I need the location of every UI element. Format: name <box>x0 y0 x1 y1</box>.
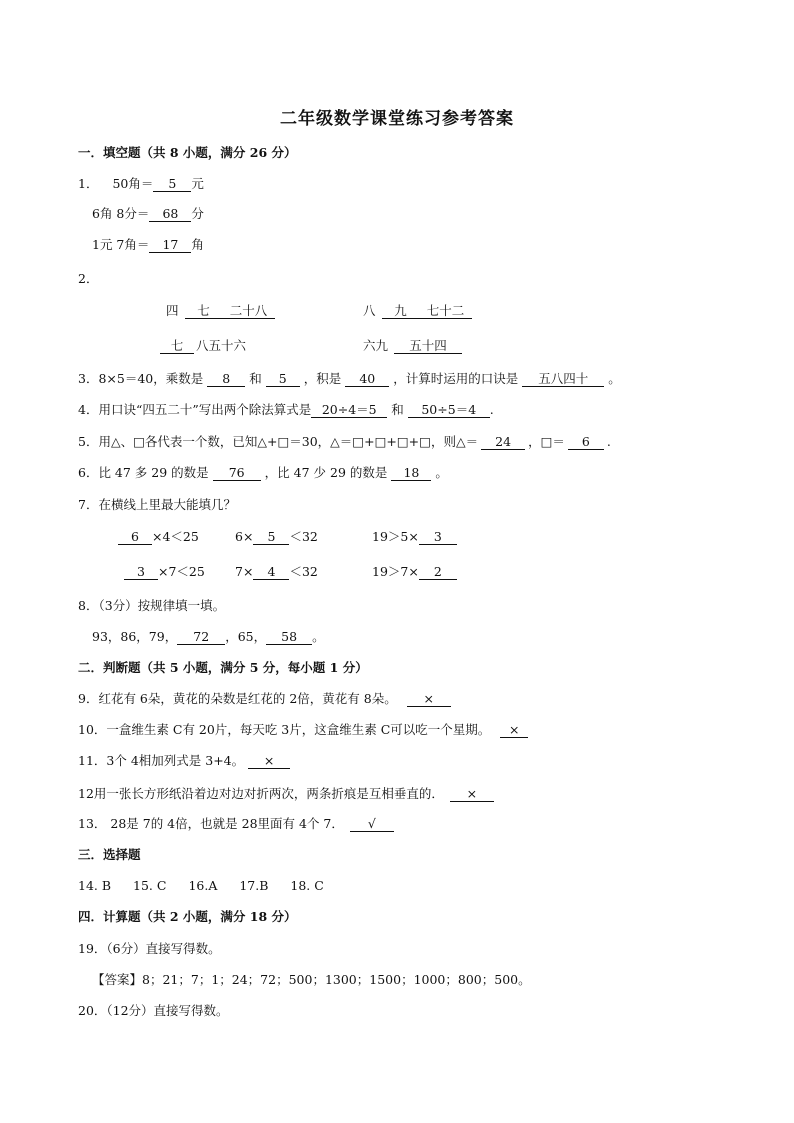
answer-blank: 58 <box>266 629 312 645</box>
answer-label: 【答案】 <box>92 972 143 987</box>
question-19: 19．（6分）直接写得数。 <box>78 941 221 956</box>
question-9: 9．红花有 6朵，黄花的朵数是红花的 2倍，黄花有 8朵。 × <box>78 690 451 708</box>
answer-blank: 6 <box>568 434 604 450</box>
question-7-r2b: 7× 4 ＜32 <box>235 564 318 579</box>
question-7-r1c: 19＞5× 3 <box>372 528 457 546</box>
question-8-sequence: 93，86，79， 72 ，65， 58 。 <box>92 629 325 644</box>
question-1a: 1． 50角＝ 5 元 <box>78 176 204 191</box>
answer-blank: 18 <box>391 465 431 481</box>
answer-blank: 40 <box>345 371 389 387</box>
question-5: 5．用△、□各代表一个数，已知△+□＝30，△＝□+□+□+□，则△＝ 24 ，□＝ 6 . <box>78 434 611 449</box>
question-10: 10．一盒维生素 C有 20片，每天吃 3片，这盒维生素 C可以吃一个星期。 × <box>78 721 528 739</box>
question-7-r1b: 6× 5 ＜32 <box>235 529 318 544</box>
answer-blank: 6 <box>118 529 152 545</box>
answer-blank: 五八四十 <box>522 371 604 387</box>
answer-blank: 24 <box>481 434 525 450</box>
question-2-row2-right: 六九 五十四 <box>363 337 462 355</box>
answer-blank: 3 <box>419 529 457 545</box>
section-heading-fill-in: 一．填空题（共 8 小题，满分 26 分） <box>78 145 297 160</box>
section-heading-calculation: 四．计算题（共 2 小题，满分 18 分） <box>78 909 297 924</box>
choice-answers <box>78 877 324 895</box>
question-7-r2c: 19＞7× 2 <box>372 563 457 581</box>
question-11: 11．3个 4相加列式是 3+4。 × <box>78 752 290 770</box>
choice-answer: 18. C <box>290 878 324 893</box>
answer-blank: 5 <box>266 371 300 387</box>
answer-blank: 68 <box>149 206 191 222</box>
answer-blank: × <box>407 691 451 707</box>
question-8: 8．（3分）按规律填一填。 <box>78 598 226 613</box>
answer-blank: 4 <box>253 564 289 580</box>
answer-blank: × <box>248 753 290 769</box>
page-title: 二年级数学课堂练习参考答案 <box>280 109 514 129</box>
question-2: 2． <box>78 271 99 286</box>
question-number: 1． <box>78 176 99 191</box>
answer-blank: √ <box>350 816 394 832</box>
question-12: 12用一张长方形纸沿着边对边对折两次，两条折痕是互相垂直的． × <box>78 785 494 803</box>
answer-blank: 5 <box>153 176 191 192</box>
answer-blank: 50÷5＝4 <box>408 402 490 418</box>
question-7-r2a: 3 ×7＜25 <box>124 563 205 581</box>
question-1c: 1元 7角＝ 17 角 <box>92 237 204 252</box>
question-2-row2-left: 七 八五十六 <box>160 337 246 355</box>
choice-answer: 14. B <box>78 878 112 893</box>
answer-blank: 17 <box>149 237 191 253</box>
question-4: 4．用口诀“四五二十”写出两个除法算式是 20÷4＝5 和 50÷5＝4 . <box>78 402 494 417</box>
question-1b: 6角 8分＝ 68 分 <box>92 206 204 221</box>
answer-blank: 2 <box>419 564 457 580</box>
question-6: 6．比 47 多 29 的数是 76 ，比 47 少 29 的数是 18 。 <box>78 465 448 480</box>
question-7: 7．在横线上里最大能填几？ <box>78 497 236 512</box>
question-2-row1-right: 八 九 七十二 <box>363 302 472 320</box>
answer-blank: 8 <box>207 371 245 387</box>
choice-answer: 16.A <box>188 878 218 893</box>
answer-blank: 20÷4＝5 <box>311 402 387 418</box>
answer-blank: 5 <box>253 529 289 545</box>
section-heading-choice: 三．选择题 <box>78 847 141 862</box>
answer-blank: 3 <box>124 564 158 580</box>
section-heading-true-false: 二．判断题（共 5 小题，满分 5 分，每小题 1 分） <box>78 660 368 675</box>
answer-blank: 七 <box>160 338 194 354</box>
question-19-answer: 【答案】8；21；7；1；24；72；500；1300；1500；1000；800；500。 <box>92 972 531 987</box>
choice-answer: 17.B <box>239 878 269 893</box>
answer-blank: 72 <box>177 629 225 645</box>
answer-blank: × <box>500 722 528 738</box>
answer-blank: 五十四 <box>394 338 462 354</box>
question-7-r1a: 6 ×4＜25 <box>118 528 199 546</box>
question-13: 13． 28是 7的 4倍，也就是 28里面有 4个 7． √ <box>78 815 394 833</box>
answer-blank: 七 <box>185 303 223 319</box>
answer-blank: × <box>450 786 494 802</box>
question-3: 3．8×5＝40，乘数是 8 和 5 ，积是 40 ，计算时运用的口诀是 五八四十 。 <box>78 371 621 386</box>
choice-answer: 15. C <box>133 878 167 893</box>
question-20: 20．（12分）直接写得数。 <box>78 1003 229 1018</box>
answer-blank: 九 <box>382 303 420 319</box>
answer-blank: 76 <box>213 465 261 481</box>
question-2-row1-left: 四 七 二十八 <box>166 302 275 320</box>
